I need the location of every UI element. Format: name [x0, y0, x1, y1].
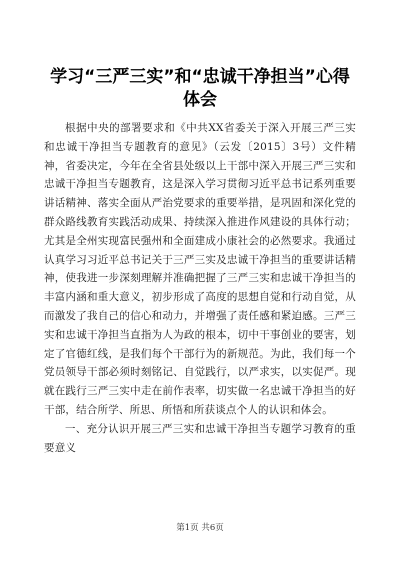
section-heading: 一、充分认识开展三严三实和忠诚干净担当专题学习教育的重要意义 [44, 422, 356, 454]
document-body [44, 119, 356, 457]
page-number-footer: 第1页 共6页 [176, 523, 224, 533]
body-paragraph: 根据中央的部署要求和《中共XX省委关于深入开展三严三实和忠诚干净担当专题教育的意见》（云发〔2015〕3号）文件精神，省委决定，今年在全省县处级以上干部中深入开展三严三实和忠诚干净担当专题教育，这是深入学习贯彻习近平总书记系列重要讲话精神、落实全面从严治党要求的重要举措，是巩固和深化党的群众路线教育实践活动成果、持续深入推进作风建设的具体行动；尤其是全州实现富民强州和全面建成小康社会的必然要求。我通过认真学习习近平总书记关于三严三实及忠诚干净担当的重要讲话精神，使我进一步深刻理解并准确把握了三严三实和忠诚干净担当的丰富内涵和重大意义，初步形成了高度的思想自觉和行动自觉，从而激发了我自己的信心和动力，并增强了责任感和紧迫感。三严三实和忠诚干净担当直指为人为政的根本，切中干事创业的要害，划定了官德红线，是我们每个干部行为的新规范。为此，我们每一个党员领导干部必须时刻铭记、自觉践行，以严求实，以实促严。现就在践行三严三实中走在前作表率，切实做一名忠诚干净担当的好干部，结合所学、所思、所悟和所获谈点个人的认识和体会。 [44, 122, 356, 416]
document-title: 学习“三严三实”和“忠诚干净担当”心得体会 [50, 67, 350, 110]
